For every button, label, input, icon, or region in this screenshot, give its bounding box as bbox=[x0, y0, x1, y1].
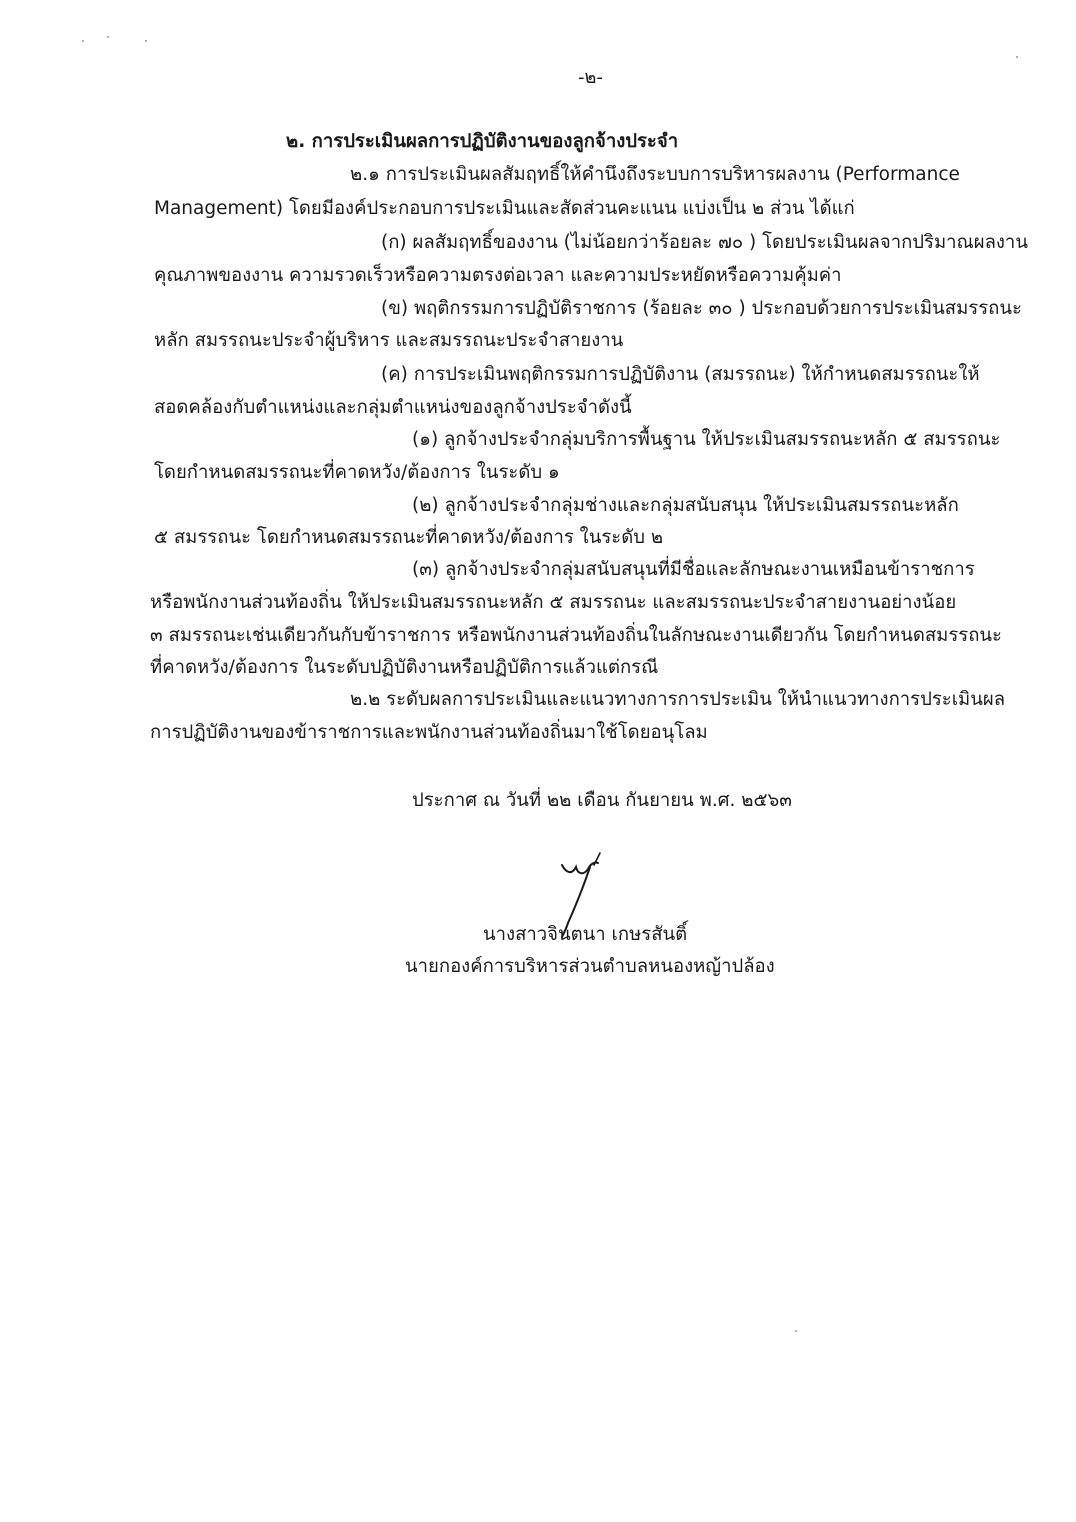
subitem-3-line-2: หรือพนักงานส่วนท้องถิ่น ให้ประเมินสมรรถนะหลัก ๕ สมรรถนะ และสมรรถนะประจำสายงานอย่างน้อย bbox=[150, 592, 957, 613]
section-heading: ๒. การประเมินผลการปฏิบัติงานของลูกจ้างประจำ bbox=[286, 131, 679, 152]
page-number: -๒- bbox=[578, 67, 603, 88]
signer-title: นายกองค์การบริหารส่วนตำบลหนองหญ้าปล้อง bbox=[405, 956, 775, 977]
subitem-1-line-1: (๑) ลูกจ้างประจำกลุ่มบริการพื้นฐาน ให้ประเมินสมรรถนะหลัก ๕ สมรรถนะ bbox=[412, 429, 1001, 450]
scan-speck bbox=[1016, 56, 1018, 58]
signer-name: นางสาวจินตนา เกษรสันติ์ bbox=[483, 924, 688, 945]
subitem-3-line-3: ๓ สมรรถนะเช่นเดียวกันกับข้าราชการ หรือพนักงานส่วนท้องถิ่นในลักษณะงานเดียวกัน โดยกำหนดสมรรถนะ bbox=[150, 625, 1002, 646]
item-k-line-1: (ก) ผลสัมฤทธิ์ของงาน (ไม่น้อยกว่าร้อยละ ๗๐ ) โดยประเมินผลจากปริมาณผลงาน bbox=[381, 232, 1028, 253]
scan-speck bbox=[145, 40, 147, 42]
scan-speck bbox=[107, 36, 109, 38]
paragraph-2-2-line-1: ๒.๒ ระดับผลการประเมินและแนวทางการการประเมิน ให้นำแนวทางการประเมินผล bbox=[350, 689, 1006, 710]
scan-speck bbox=[82, 40, 84, 42]
subitem-1-line-2: โดยกำหนดสมรรถนะที่คาดหวัง/ต้องการ ในระดับ ๑ bbox=[154, 462, 560, 483]
item-kho-line-1: (ค) การประเมินพฤติกรรมการปฏิบัติงาน (สมรรถนะ) ให้กำหนดสมรรถนะให้ bbox=[381, 364, 980, 385]
item-kh-line-2: หลัก สมรรถนะประจำผู้บริหาร และสมรรถนะประจำสายงาน bbox=[154, 330, 624, 351]
item-kh-line-1: (ข) พฤติกรรมการปฏิบัติราชการ (ร้อยละ ๓๐ ) ประกอบด้วยการประเมินสมรรถนะ bbox=[381, 298, 1022, 319]
subitem-3-line-1: (๓) ลูกจ้างประจำกลุ่มสนับสนุนที่มีชื่อและลักษณะงานเหมือนข้าราชการ bbox=[412, 559, 975, 580]
paragraph-2-1-line-2: Management) โดยมีองค์ประกอบการประเมินและสัดส่วนคะแนน แบ่งเป็น ๒ ส่วน ได้แก่ bbox=[154, 198, 855, 219]
paragraph-2-1-line-1: ๒.๑ การประเมินผลสัมฤทธิ์ให้คำนึงถึงระบบการบริหารผลงาน (Performance bbox=[350, 164, 960, 185]
item-k-line-2: คุณภาพของงาน ความรวดเร็วหรือความตรงต่อเวลา และความประหยัดหรือความคุ้มค่า bbox=[154, 265, 842, 286]
subitem-2-line-1: (๒) ลูกจ้างประจำกลุ่มช่างและกลุ่มสนับสนุน ให้ประเมินสมรรถนะหลัก bbox=[412, 495, 959, 516]
subitem-3-line-4: ที่คาดหวัง/ต้องการ ในระดับปฏิบัติงานหรือปฏิบัติการแล้วแต่กรณี bbox=[150, 657, 659, 678]
announcement-date: ประกาศ ณ วันที่ ๒๒ เดือน กันยายน พ.ศ. ๒๕๖๓ bbox=[412, 790, 792, 811]
subitem-2-line-2: ๕ สมรรถนะ โดยกำหนดสมรรถนะที่คาดหวัง/ต้องการ ในระดับ ๒ bbox=[154, 527, 664, 548]
item-kho-line-2: สอดคล้องกับตำแหน่งและกลุ่มตำแหน่งของลูกจ้างประจำดังนี้ bbox=[154, 397, 632, 418]
paragraph-2-2-line-2: การปฏิบัติงานของข้าราชการและพนักงานส่วนท้องถิ่นมาใช้โดยอนุโลม bbox=[150, 722, 708, 743]
scan-speck bbox=[795, 1330, 797, 1332]
